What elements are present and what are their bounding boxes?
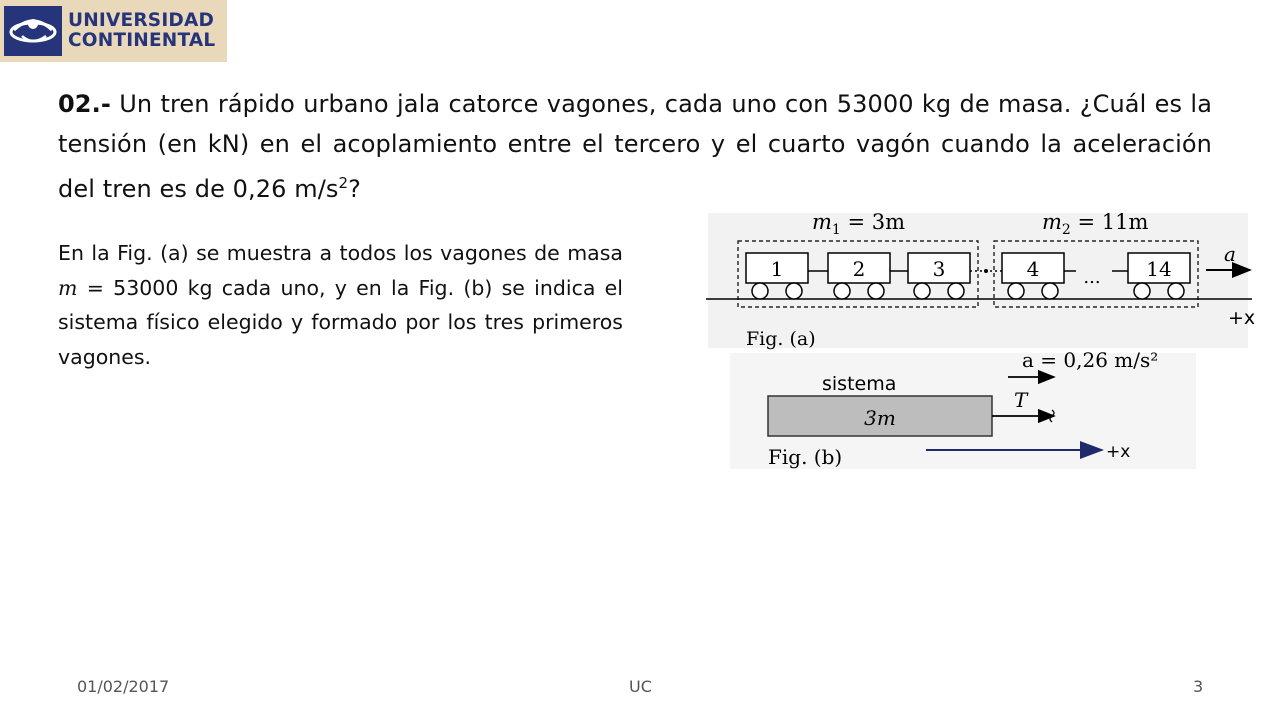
svg-text:14: 14 bbox=[1146, 257, 1172, 281]
explanation-part-1: En la Fig. (a) se muestra a todos los vagones de masa bbox=[58, 241, 623, 265]
problem-question-mark: ? bbox=[348, 175, 362, 203]
system-mass-label: 3m bbox=[864, 406, 896, 430]
globe-icon bbox=[4, 6, 62, 56]
footer-center: UC bbox=[629, 677, 652, 696]
acceleration-value: a = 0,26 m/s² bbox=[1022, 348, 1159, 372]
svg-text:3: 3 bbox=[932, 257, 946, 281]
axis-label-a: +x bbox=[1228, 307, 1256, 329]
mass-variable: m bbox=[58, 275, 78, 300]
system-label: sistema bbox=[822, 373, 897, 395]
coupling-point bbox=[984, 269, 988, 273]
problem-statement bbox=[58, 85, 1212, 210]
logo-line-1: UNIVERSIDAD bbox=[68, 10, 215, 31]
svg-text:4: 4 bbox=[1026, 257, 1040, 281]
tension-label: T bbox=[1014, 388, 1028, 412]
problem-text: Un tren rápido urbano jala catorce vagones, cada uno con 53000 kg de masa. ¿Cuál es la tensión (en kN) en el acoplamiento entre el tercero y el cuarto vagón cuando la aceleración del tren es de 0,26 m/s bbox=[58, 90, 1212, 203]
logo-line-2: CONTINENTAL bbox=[68, 30, 216, 51]
footer-page-number: 3 bbox=[1193, 677, 1204, 696]
acceleration-label: a bbox=[1224, 242, 1236, 266]
university-logo bbox=[0, 0, 227, 62]
figure-b-caption: Fig. (b) bbox=[768, 445, 843, 469]
axis-label-b: +x bbox=[1106, 442, 1131, 462]
explanation-text bbox=[58, 236, 623, 374]
footer-date: 01/02/2017 bbox=[77, 677, 170, 696]
logo-text bbox=[68, 11, 215, 51]
problem-exponent: 2 bbox=[338, 174, 349, 192]
explanation-part-2: = 53000 kg cada uno, y en la Fig. (b) se indica el sistema físico elegido y formado por los tres primeros vagones. bbox=[58, 275, 623, 369]
wagon-ellipsis: ... bbox=[1083, 267, 1101, 288]
svg-text:m2 = 11m: $m_2 = 11m$ bbox=[1042, 210, 1149, 238]
figure-a-caption: Fig. (a) bbox=[746, 328, 816, 350]
svg-text:2: 2 bbox=[852, 257, 866, 281]
problem-number: 02.- bbox=[58, 90, 111, 118]
m2-label bbox=[1042, 210, 1149, 238]
m1-label bbox=[812, 210, 905, 238]
svg-text:m1 = 3m: $m_1 = 3m$ bbox=[812, 210, 906, 238]
svg-text:1: 1 bbox=[770, 257, 784, 281]
train-figures bbox=[700, 205, 1260, 475]
